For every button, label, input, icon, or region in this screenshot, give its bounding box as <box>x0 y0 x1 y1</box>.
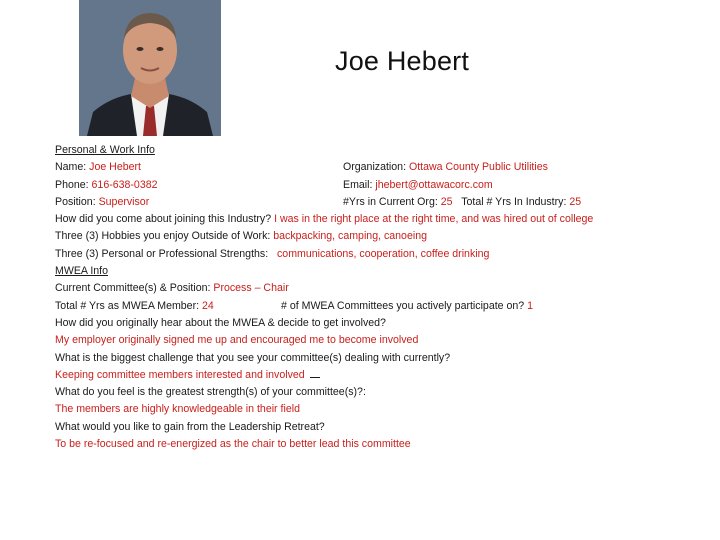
challenge-underline <box>310 368 320 378</box>
hear-answer: My employer originally signed me up and encouraged me to become involved <box>55 334 419 347</box>
retreat-answer: To be re-focused and re-energized as the chair to better lead this committee <box>55 438 411 451</box>
member-years-value: 24 <box>202 299 214 312</box>
position-label: Position: <box>55 195 96 208</box>
profile-body <box>55 142 715 453</box>
challenge-question: What is the biggest challenge that you see your committee(s) dealing with currently? <box>55 351 451 364</box>
email-label: Email: <box>343 178 373 191</box>
name-label: Name: <box>55 161 87 174</box>
years-org-value: 25 <box>440 195 453 208</box>
challenge-answer: Keeping committee members interested and involved <box>55 368 305 381</box>
years-org-label: #Yrs in Current Org: <box>343 195 438 208</box>
personal-heading: Personal & Work Info <box>55 144 155 156</box>
retreat-question: What would you like to gain from the Leadership Retreat? <box>55 420 325 433</box>
strength-answer: The members are highly knowledgeable in their field <box>55 403 300 416</box>
committee-value: Process – Chair <box>213 282 289 295</box>
position-value: Supervisor <box>98 195 150 208</box>
email-value: jhebert@ottawacorc.com <box>375 178 493 191</box>
years-industry-value: 25 <box>569 195 582 208</box>
hobbies-answer: backpacking, camping, canoeing <box>273 230 427 243</box>
years-industry-label: Total # Yrs In Industry: <box>461 195 567 208</box>
committee-label: Current Committee(s) & Position: <box>55 282 211 295</box>
person-name-title: Joe Hebert <box>335 46 470 76</box>
member-years-label: Total # Yrs as MWEA Member: <box>55 299 200 312</box>
strengths-question: Three (3) Personal or Professional Strengths: <box>55 247 269 260</box>
strengths-answer: communications, cooperation, coffee drinking <box>277 247 490 260</box>
industry-answer: I was in the right place at the right time, and was hired out of college <box>274 213 594 226</box>
organization-value: Ottawa County Public Utilities <box>408 161 548 174</box>
name-value: Joe Hebert <box>89 161 141 174</box>
committees-count-label: # of MWEA Committees you actively participate on? <box>281 299 525 312</box>
profile-photo <box>79 0 221 136</box>
phone-value: 616-638-0382 <box>91 178 158 191</box>
hobbies-question: Three (3) Hobbies you enjoy Outside of Work: <box>55 230 271 243</box>
hear-question: How did you originally hear about the MWEA & decide to get involved? <box>55 316 386 329</box>
industry-question: How did you come about joining this Industry? <box>55 213 272 226</box>
mwea-heading: MWEA Info <box>55 265 108 278</box>
organization-label: Organization: <box>343 161 407 174</box>
strength-question: What do you feel is the greatest strength(s) of your committee(s)?: <box>55 386 366 399</box>
committees-count-value: 1 <box>527 299 534 312</box>
phone-label: Phone: <box>55 178 89 191</box>
